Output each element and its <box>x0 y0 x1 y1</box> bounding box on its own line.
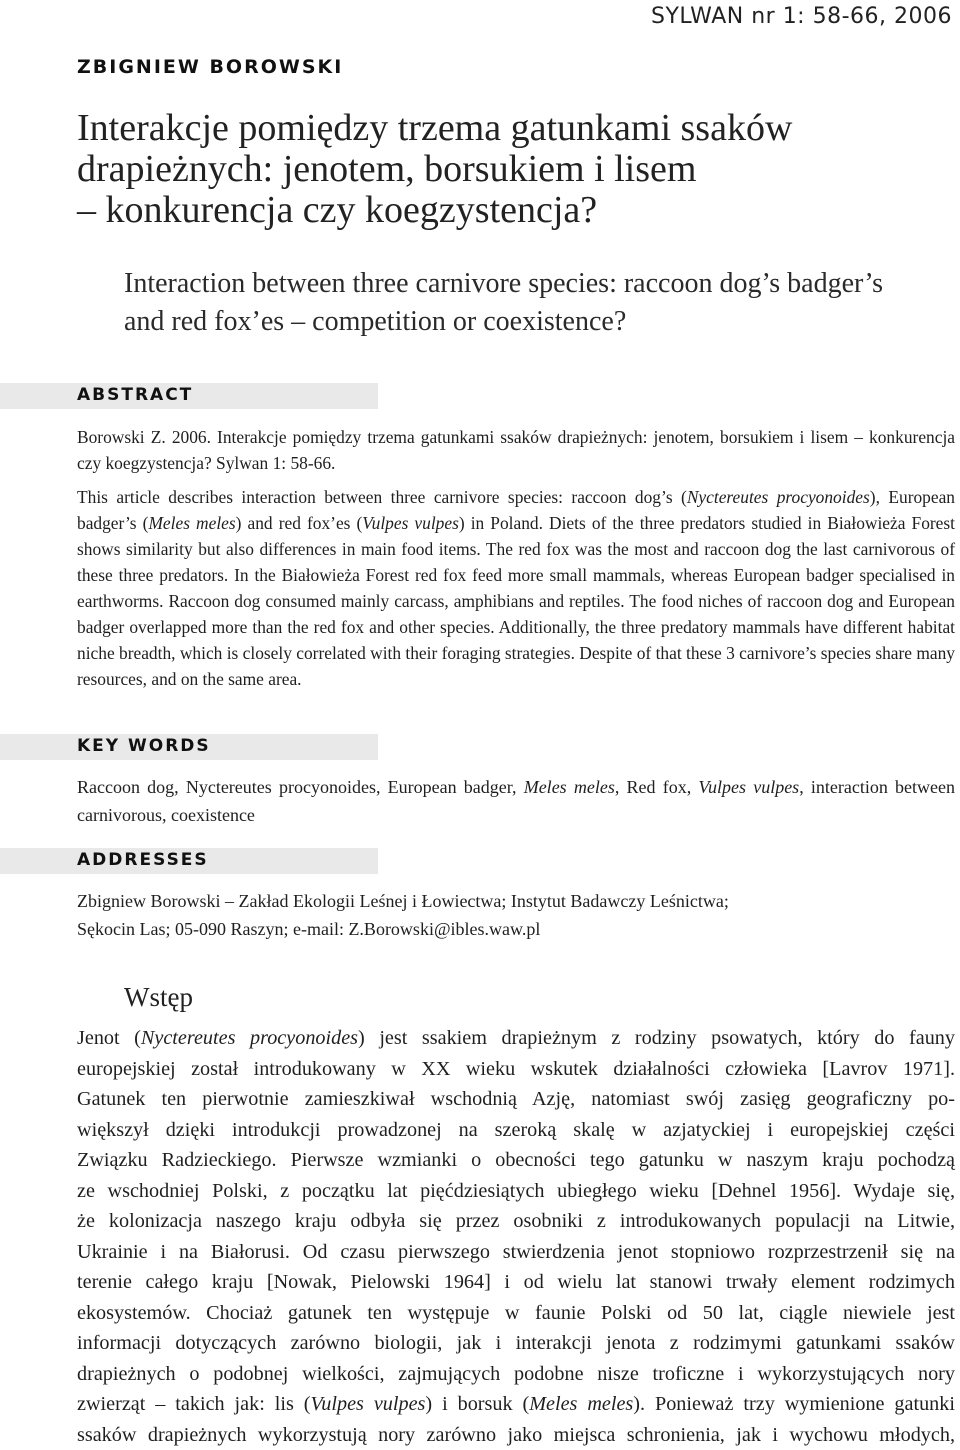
intro-body <box>77 1023 955 1450</box>
title-polish-line: drapieżnych: jenotem, borsukiem i lisem <box>77 149 877 190</box>
author-name: ZBIGNIEW BOROWSKI <box>77 56 343 78</box>
text-line: Ukrainie i na Białorusi. Od czasu pierwszego stwierdzenia jenot stopniowo rozprzestrzenił się na <box>77 1237 955 1268</box>
keywords-heading: KEY WORDS <box>77 736 211 756</box>
text-line: ekosystemów. Chociaż gatunek ten występuje w faunie Polski od 50 lat, ciągle niewiele jest <box>77 1298 955 1329</box>
text-line: Jenot (Nyctereutes procyonoides) jest ssakiem drapieżnym z rodziny psowatych, który do fauny <box>77 1023 955 1054</box>
section-heading-intro: Wstęp <box>124 982 193 1013</box>
title-english <box>124 265 904 341</box>
title-polish-line: – konkurencja czy koegzystencja? <box>77 190 877 231</box>
abstract-citation: Borowski Z. 2006. Interakcje pomiędzy trzema gatunkami ssaków drapieżnych: jenotem, borsukiem i lisem – konkurencja czy koegzystencja? Sylwan 1: 58-66. <box>77 424 955 476</box>
text-line: zwierząt – takich jak: lis (Vulpes vulpes) i borsuk (Meles meles). Ponieważ trzy wymienione gatunki <box>77 1389 955 1420</box>
species-name: Vulpes vulpes <box>362 513 459 533</box>
species-name: Meles meles <box>524 777 615 797</box>
text-line: ze wschodniej Polski, z początku lat pięćdziesiątych ubiegłego wieku [Dehnel 1956]. Wydaje się, <box>77 1176 955 1207</box>
addresses-text <box>77 887 955 943</box>
text-line: europejskiej został introdukowany w XX wieku wskutek działalności człowieka [Lavrov 1971]. <box>77 1054 955 1085</box>
addresses-heading: ADDRESSES <box>77 850 209 870</box>
title-polish <box>77 108 877 231</box>
text-line: ssaków drapieżnych wykorzystują nory zarówno jako miejsca schronienia, jak i wychowu młodych, <box>77 1420 955 1450</box>
journal-citation: SYLWAN nr 1: 58-66, 2006 <box>651 4 952 29</box>
text-line: większył dzięki introdukcji prowadzonej na szeroką skalę w azjatyckiej i europejskiej części <box>77 1115 955 1146</box>
text-line: terenie całego kraju [Nowak, Pielowski 1964] i od wielu lat stanowi trwały element rodzimych <box>77 1267 955 1298</box>
text-line: drapieżnych o podobnej wielkości, zajmujących podobne nisze troficzne i wykorzystujących nory <box>77 1359 955 1390</box>
address-line: Zbigniew Borowski – Zakład Ekologii Leśnej i Łowiectwa; Instytut Badawczy Leśnictwa; <box>77 887 955 915</box>
keywords-text: Raccoon dog, Nyctereutes procyonoides, European badger, Meles meles, Red fox, Vulpes vulpes, interaction between carnivorous, coexistence <box>77 773 955 829</box>
title-english-line: and red fox’es – competition or coexistence? <box>124 303 904 341</box>
species-name: Vulpes vulpes <box>310 1393 425 1415</box>
title-english-line: Interaction between three carnivore species: raccoon dog’s badger’s <box>124 265 904 303</box>
abstract-body: This article describes interaction between three carnivore species: raccoon dog’s (Nyctereutes procyonoides), European badger’s (Meles meles) and red fox’es (Vulpes vulpes) in Poland. Diets of the three predators studied in Białowieża Forest shows similarity but also differences in main food items. The red fox was the most and raccoon dog the last carnivorous of these three predators. In the Białowieża Forest red fox feed more small mammals, whereas European badger specialised in earthworms. Raccoon dog consumed mainly carcass, amphibians and reptiles. The food niches of raccoon dog and European badger overlapped more than the red fox and other species. Additionally, the three predatory mammals have different habitat niche breadth, which is closely correlated with their foraging strategies. Despite of that these 3 carnivore’s species share many resources, and on the same area. <box>77 484 955 692</box>
title-polish-line: Interakcje pomiędzy trzema gatunkami ssaków <box>77 108 877 149</box>
address-line: Sękocin Las; 05-090 Raszyn; e-mail: Z.Borowski@ibles.waw.pl <box>77 915 955 943</box>
text-line: Związku Radzieckiego. Pierwsze wzmianki o obecności tego gatunku w naszym kraju pochodzą <box>77 1145 955 1176</box>
text-line: informacji dotyczących zarówno biologii, jak i interakcji jenota z rodzimymi gatunkami ssaków <box>77 1328 955 1359</box>
text-line: że kolonizacja naszego kraju odbyła się przez osobniki z introdukowanych populacji na Litwie, <box>77 1206 955 1237</box>
text-line: Gatunek ten pierwotnie zamieszkiwał wschodnią Azję, natomiast swój zasięg geograficzny po- <box>77 1084 955 1115</box>
species-name: Vulpes vulpes <box>698 777 799 797</box>
species-name: Meles meles <box>529 1393 633 1415</box>
species-name: Nyctereutes procyonoides <box>687 487 870 507</box>
species-name: Meles meles <box>148 513 235 533</box>
species-name: Nyctereutes procyonoides <box>141 1027 358 1049</box>
abstract-heading: ABSTRACT <box>77 385 193 405</box>
